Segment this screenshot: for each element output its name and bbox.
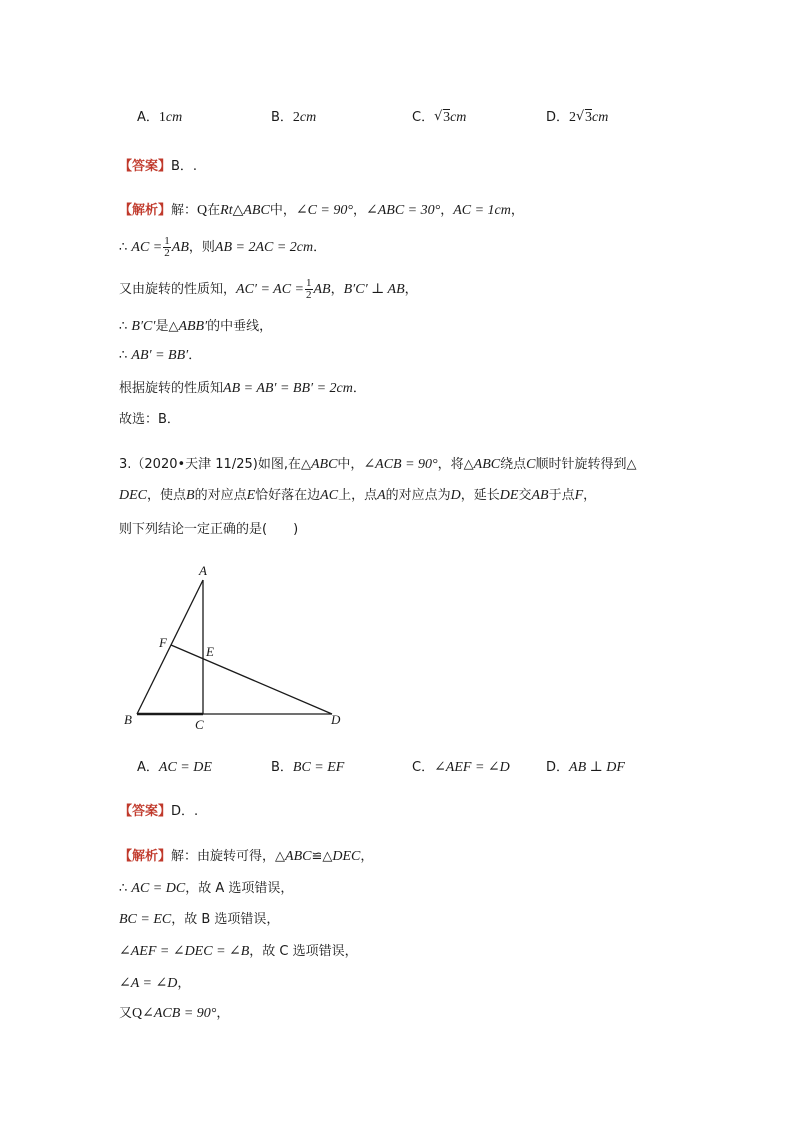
- q2-option-d: D．2√ 3cm: [546, 108, 608, 128]
- label-a: A: [199, 563, 207, 578]
- q2-option-c: C．√ 3cm: [412, 108, 466, 128]
- segment-ab: [137, 580, 203, 714]
- q2-analysis-line-2: ∴ AC = $\frac{1}{2}$ AB，则AB = 2AC = 2cm．: [119, 235, 327, 259]
- q3-answer: 【答案】D．.: [119, 804, 199, 819]
- q3-option-a: A．AC = DE: [137, 760, 212, 775]
- q3-stem-line-2: DEC，使点B的对应点E恰好落在边AC上，点A的对应点为D，延长DE交AB于点F，: [119, 488, 597, 503]
- q3-option-d: D．AB ⊥ DF: [546, 760, 625, 775]
- q3-analysis-line-6: 又Q∠ACB = 90°，: [119, 1006, 230, 1021]
- sqrt-symbol: √ 3: [576, 108, 592, 128]
- q2-analysis-line-5: ∴ AB′ = BB′．: [119, 348, 202, 363]
- q2-answer: 【答案】B．.: [119, 159, 198, 174]
- q2-option-b: B．2cm: [271, 110, 317, 125]
- q3-stem-line-3: 则下列结论一定正确的是( ): [119, 522, 299, 537]
- q2-analysis-line-6: 根据旋转的性质知AB = AB′ = BB′ = 2cm．: [119, 381, 366, 396]
- q2-analysis-line-4: ∴ B′C′是△ABB′的中垂线，: [119, 319, 273, 334]
- label-c: C: [195, 717, 204, 732]
- label-e: E: [206, 644, 214, 659]
- q2-analysis-line-7: 故选：B．: [119, 412, 180, 427]
- q2-option-a: A．1cm: [137, 110, 183, 125]
- q3-stem-line-1: 3.（2020•天津 11/25)如图,在△ABC中，∠ACB = 90°，将△ABC绕点C顺时针旋转得到△: [119, 457, 637, 472]
- sqrt-symbol: √ 3: [434, 108, 450, 128]
- segment-fd: [171, 645, 332, 714]
- q3-analysis-line-1: 【解析】解：由旋转可得，△ABC≌△DEC，: [119, 849, 374, 864]
- fraction: $\frac{1}{2}$: [164, 235, 170, 259]
- q3-option-c: C．∠AEF = ∠D: [412, 760, 510, 775]
- fraction: $\frac{1}{2}$: [306, 277, 312, 301]
- q3-analysis-line-4: ∠AEF = ∠DEC = ∠B，故 C 选项错误，: [119, 944, 358, 959]
- q2-analysis-line-1: 【解析】解：Q在Rt△ABC中，∠C = 90°，∠ABC = 30°，AC = 1cm，: [119, 203, 524, 218]
- label-d: D: [331, 712, 341, 727]
- q3-analysis-line-3: BC = EC，故 B 选项错误，: [119, 912, 280, 927]
- q2-analysis-line-3: 又由旋转的性质知，AC′ = AC = $\frac{1}{2}$ AB，B′C′ ⊥ AB，: [119, 277, 418, 301]
- q3-option-b: B．BC = EF: [271, 760, 345, 775]
- label-f: F: [159, 635, 167, 650]
- q3-analysis-line-2: ∴ AC = DC，故 A 选项错误，: [119, 881, 294, 896]
- q3-analysis-line-5: ∠A = ∠D，: [119, 976, 191, 991]
- label-b: B: [124, 712, 132, 727]
